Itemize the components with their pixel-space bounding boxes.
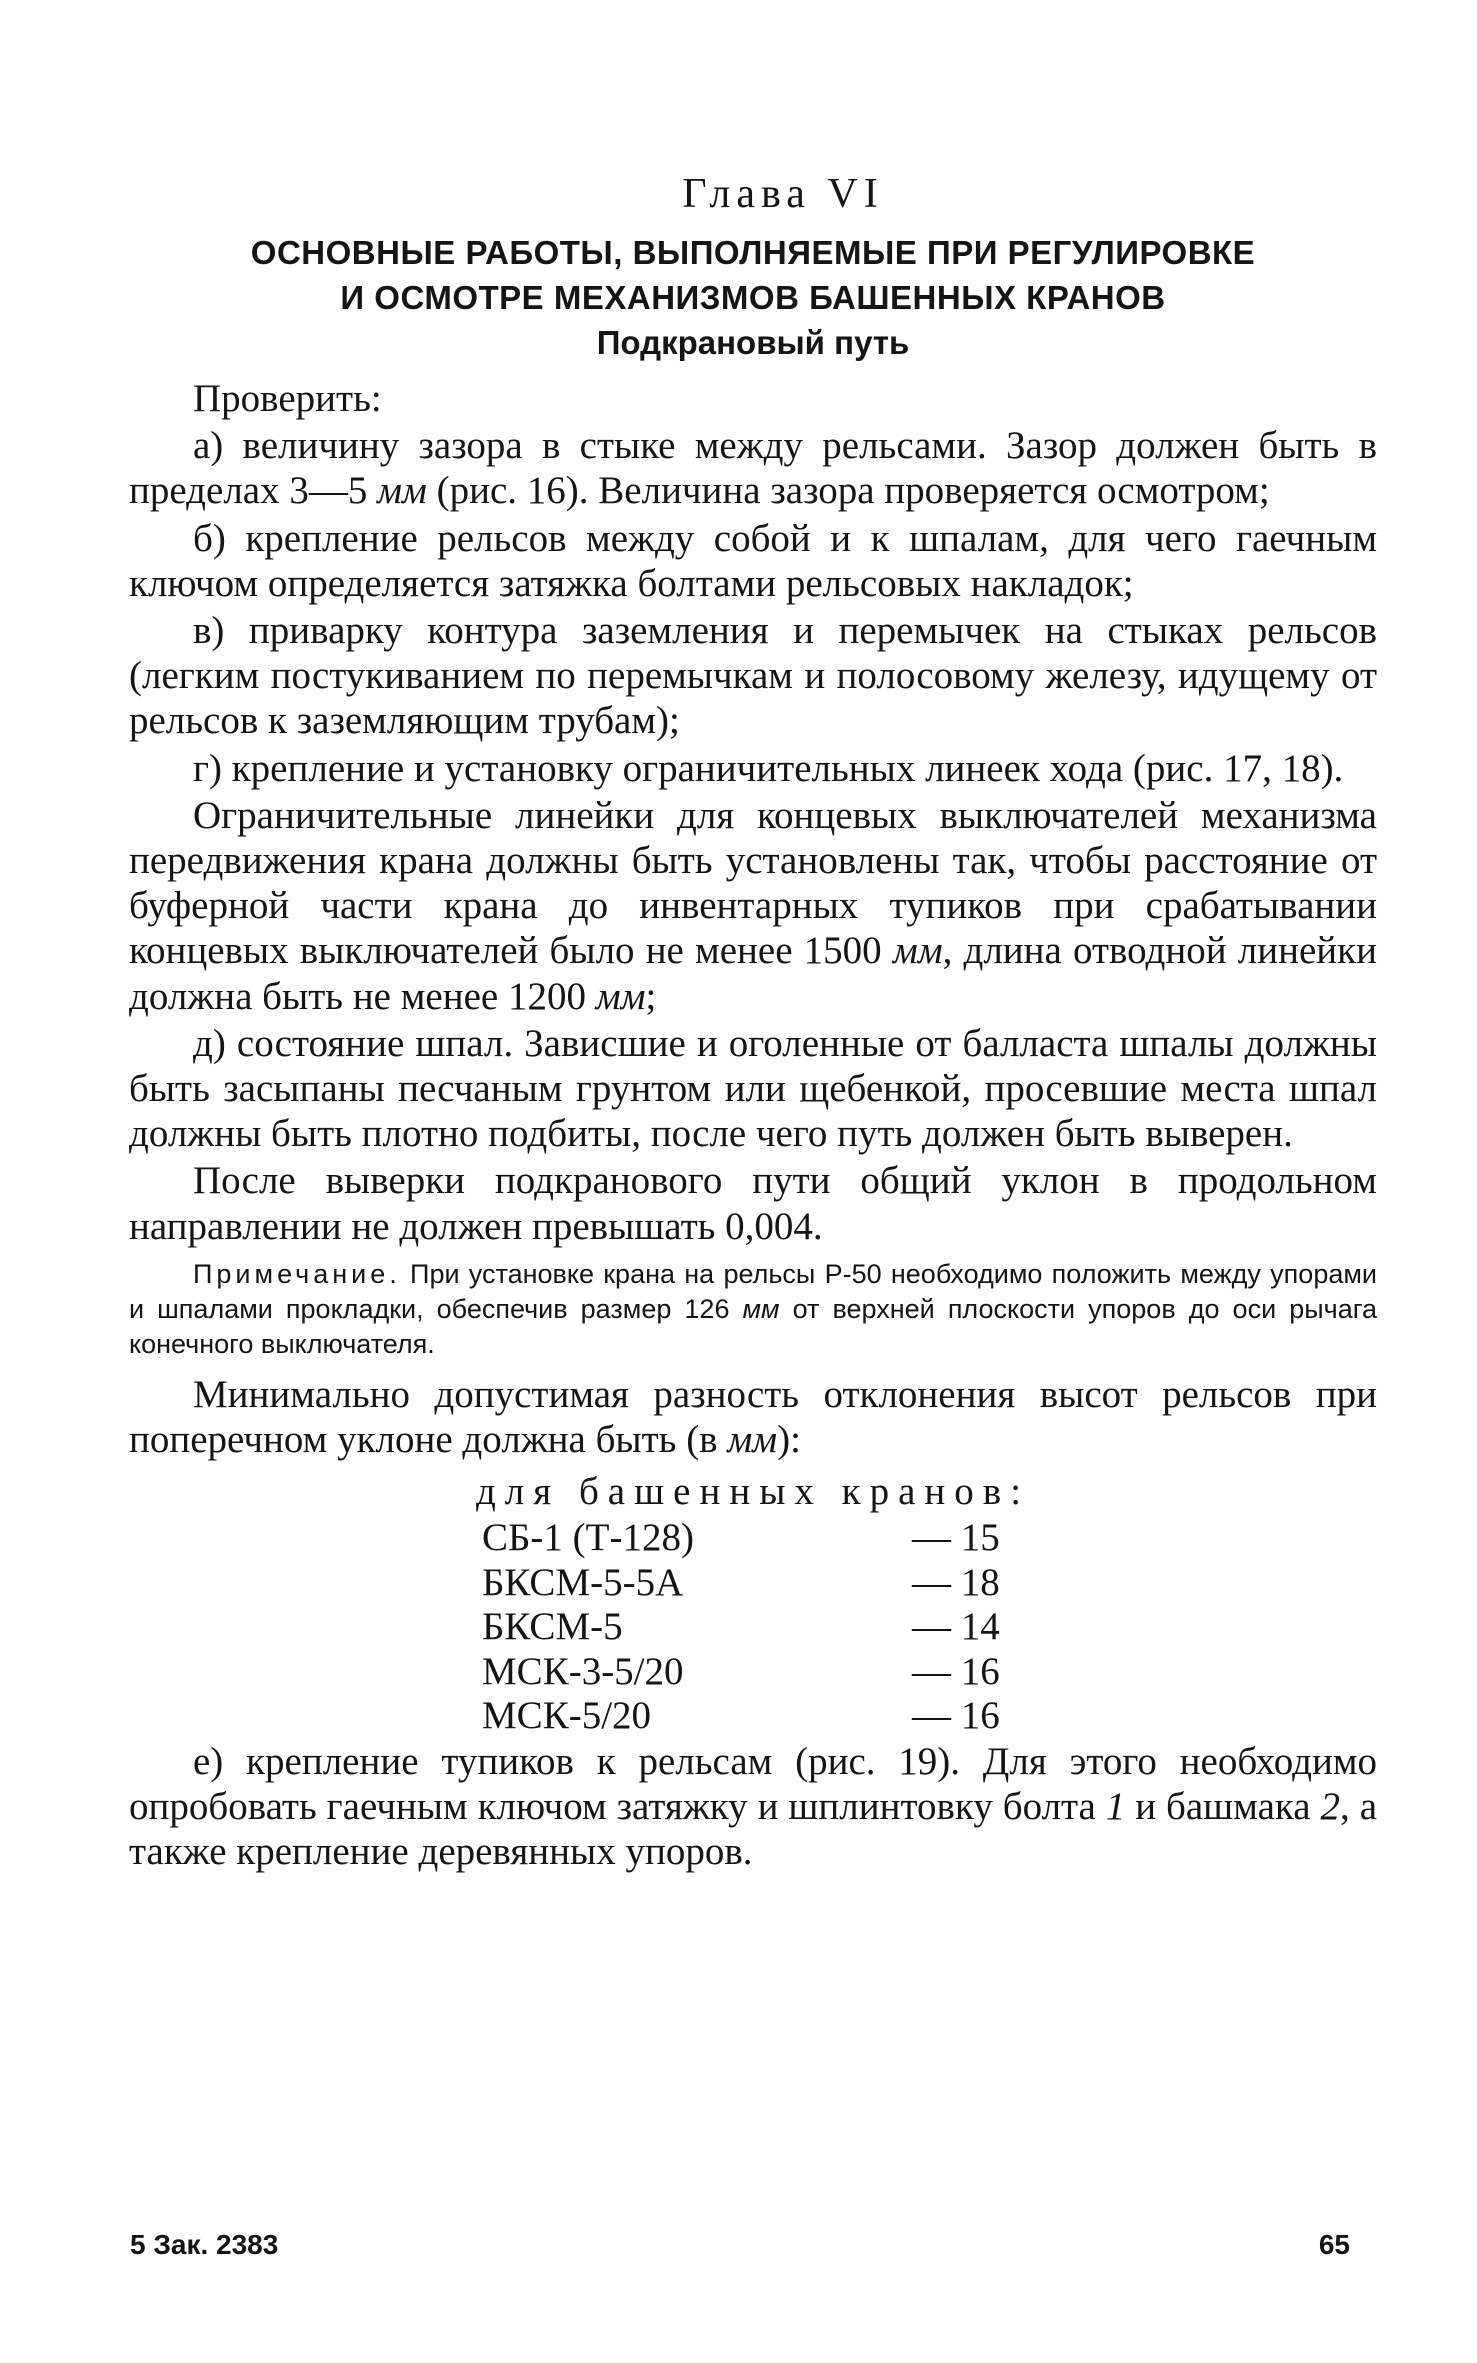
crane-row: [482, 1605, 1377, 1650]
item-v: в) приварку контура заземления и перемычек на стыках рельсов (легким постукиванием по перемычкам и полосовому железу, идущему от рельсов к заземляющим трубам);: [129, 609, 1377, 743]
chapter-title-line-1: ОСНОВНЫЕ РАБОТЫ, ВЫПОЛНЯЕМЫЕ ПРИ РЕГУЛИРОВКЕ: [250, 234, 1256, 271]
crane-value: — 16: [912, 1649, 1000, 1693]
crane-value: — 14: [912, 1605, 1000, 1649]
crane-name: МСК-5/20: [482, 1694, 652, 1738]
crane-name: МСК-3-5/20: [482, 1649, 684, 1693]
limiter-paragraph: Ограничительные линейки для концевых выключателей механизма передвижения крана должны быть установлены так, чтобы расстояние от буферной части крана до инвентарных тупиков при срабатывании концевых выключателей было не менее 1500 мм, длина отводной линейки должна быть не менее 1200 мм;: [129, 793, 1377, 1018]
chapter-heading: Глава VI: [682, 171, 884, 217]
slope-paragraph: После выверки подкранового пути общий уклон в продольном направлении не должен превышать 0,004.: [129, 1159, 1377, 1248]
check-heading: Проверить:: [193, 377, 382, 420]
crane-name: БКСМ-5-5А: [482, 1560, 684, 1604]
crane-row: [482, 1561, 1377, 1606]
min-difference-paragraph: Минимально допустимая разность отклонения высот рельсов при поперечном уклоне должна быть (в мм):: [129, 1372, 1377, 1462]
item-d: д) состояние шпал. Зависшие и оголенные от балласта шпалы должны быть засыпаны песчаным грунтом или щебенкой, просевшие места шпал должны быть плотно подбиты, после чего путь должен быть выверен.: [129, 1021, 1377, 1156]
item-b: б) крепление рельсов между собой и к шпалам, для чего гаечным ключом определяется затяжка болтами рельсовых накладок;: [129, 516, 1377, 605]
crane-row: [482, 1650, 1377, 1695]
for-cranes-label: для башенных кранов:: [475, 1470, 1031, 1514]
note-label: Примечание.: [193, 1258, 401, 1289]
section-subtitle: Подкрановый путь: [596, 324, 910, 361]
crane-name: БКСМ-5: [482, 1605, 623, 1649]
note-paragraph: Примечание. При установке крана на рельсы Р-50 необходимо положить между упорами и шпалами прокладки, обеспечив размер 126 мм от верхней плоскости упоров до оси рычага конечного выключателя.: [129, 1258, 1377, 1359]
crane-table: [482, 1516, 1377, 1739]
page-content: [129, 168, 1377, 1876]
item-a: а) величину зазора в стыке между рельсами. Зазор должен быть в пределах 3—5 мм (рис. 16). Величина зазора проверяется осмотром;: [129, 424, 1377, 513]
crane-value: — 18: [912, 1560, 1000, 1604]
crane-value: — 16: [912, 1694, 1000, 1738]
crane-value: — 15: [912, 1516, 1000, 1560]
crane-row: [482, 1694, 1377, 1739]
item-g: г) крепление и установку ограничительных линеек хода (рис. 17, 18).: [193, 746, 1344, 790]
print-order-number: 5 Зак. 2383: [130, 2229, 279, 2260]
item-e: е) крепление тупиков к рельсам (рис. 19). Для этого необходимо опробовать гаечным ключом затяжку и шплинтовку болта 1 и башмака 2, а также крепление деревянных упоров.: [129, 1739, 1377, 1874]
crane-row: [482, 1516, 1377, 1561]
crane-name: СБ-1 (Т-128): [482, 1516, 694, 1560]
chapter-title-line-2: И ОСМОТРЕ МЕХАНИЗМОВ БАШЕННЫХ КРАНОВ: [340, 279, 1166, 316]
page-number: 65: [1318, 2229, 1350, 2260]
